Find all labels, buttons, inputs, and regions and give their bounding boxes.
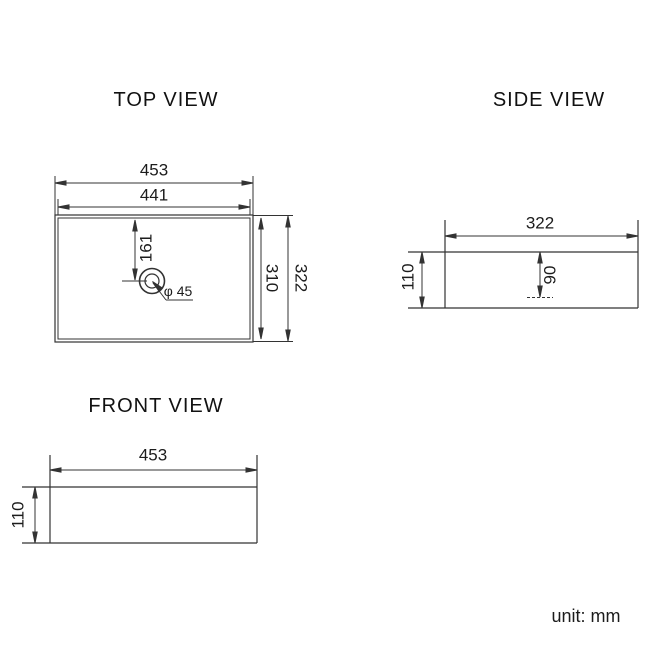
front-view-title: FRONT VIEW [88, 395, 224, 417]
dim-side-width: 322 [525, 213, 555, 233]
dim-top-drain-offset: 161 [136, 233, 156, 263]
dim-top-outer-width: 453 [139, 160, 169, 180]
dim-side-bowl-depth: 90 [540, 265, 560, 285]
leader-arrow [151, 280, 162, 291]
front-view-linework [22, 455, 257, 543]
side-view-title: SIDE VIEW [492, 89, 606, 111]
dim-front-width: 453 [138, 445, 168, 465]
dim-top-drain-diameter: φ 45 [163, 283, 193, 299]
top-view-title: TOP VIEW [113, 89, 219, 111]
dim-front-height: 110 [8, 501, 28, 529]
side-view-linework [408, 220, 638, 308]
dim-side-height: 110 [398, 263, 418, 291]
dim-top-inner-height: 310 [262, 263, 282, 293]
dim-top-inner-width: 441 [139, 185, 169, 205]
dim-top-outer-height: 322 [291, 263, 311, 293]
top-view-linework [55, 176, 293, 342]
unit-note: unit: mm [551, 606, 621, 626]
